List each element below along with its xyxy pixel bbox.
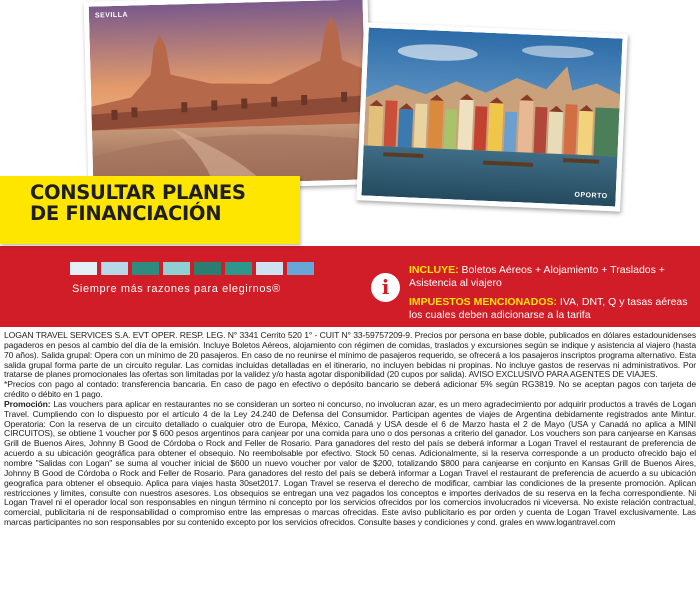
color-swatches — [70, 262, 314, 275]
color-swatch — [225, 262, 252, 275]
color-swatch — [101, 262, 128, 275]
legal-paragraph-promotion — [4, 400, 696, 528]
info-icon: i — [371, 273, 400, 302]
includes-label: INCLUYE: — [409, 264, 459, 276]
color-swatch — [163, 262, 190, 275]
legal-fine-print — [4, 331, 696, 597]
taxes-label: IMPUESTOS MENCIONADOS: — [409, 296, 557, 308]
financing-banner-text — [30, 182, 246, 224]
promotion-label: Promoción: — [4, 398, 51, 409]
color-swatch — [287, 262, 314, 275]
promotion-text: Las vouchers para aplicar en restaurantes no se consideran un sorteo ni concurso, no involucran azar, es un mero agradecimiento por adquirir productos a través de Logan Travel. Cumpliendo con lo dispuesto por el artículo 4 de la Ley 24.240 de Defensa del Consumidor. Participan agentes de viajes de Argentina debidamente registrados ante Mintur. Operatoria: Con la reserva de un circuito detallado o cualquier otro de Europa, México, Canadá y USA desde el 6 de Marzo hasta el 2 de Mayo (USA y Canadá no aplica a MINI CIRCUITOS), se obtiene 1 voucher por $ 600 pesos argentinos para canjear por una comida para uno o dos personas a criterio del ganador. Los vouchers son para canjearse en Kansas Grill de Buenos Aires, Johnny B Good de Córdoba o Rock and Feller de Rosario. Para ganadores del resto del país se deberá informar a Logan Travel el restaurant de preferencia de acuerdo a su ubicación geográfica para obtener el obsequio. No reembolsable por efectivo. Stock 50 cenas. Adicionalmente, si la reserva corresponde a un producto ofrecido bajo el nombre "Salidas con Logan" se suma al voucher inicial de $600 un nuevo voucher por valor de $200, totalizando $800 para canjearse en conjunto en Kansas Grill de Buenos Aires, Johnny B Good de Córdoba o Rock and Feller de Rosario. Para ganadores del resto del país se deberá informar a Logan Travel el restaurant de preferencia de acuerdo a su ubicación geografica para obtener el obsequio. Aplica para viajes hasta 30set2017. Logan Travel se reserva el derecho de modificar, cambiar las condiciones de la presente promoción. Aplican restricciones y limites, consulte con nuestros asesores. Los obsequios se entregan una vez pagados los conceptos e importes derivados de su reserva en la fecha correspondiente. Ni Logan Travel ni el operador local son responsables en ningun término ni concepto por los servicios ofrecidos por los comercios involucrados ni viceversa. No existe relación contractual, comercial, publicitaria ni de responsabilidad o compromiso entre las empresas o marcas ofrecidas. Este aviso publicitario es por orden y cuenta de Logan Travel exclusivamente. Las marcas participantes no son responsables por su contenido excepto por los servicios ofrecidos. Consulte bases y condiciones y cond. grales en www.logantravel.com — [4, 398, 696, 528]
color-swatch — [70, 262, 97, 275]
includes-text — [409, 264, 694, 290]
oporto-caption: OPORTO — [574, 191, 608, 201]
oporto-image — [361, 28, 622, 207]
financing-line-2: DE FINANCIACIÓN — [30, 202, 222, 225]
color-swatch — [194, 262, 221, 275]
oporto-photo — [356, 22, 628, 211]
sevilla-image — [89, 0, 368, 187]
legal-paragraph-payment: *Precios con pago al contado: transferencia bancaria. En caso de pago en efectivo o depósito bancario se deberá adicionar 5% según RG3819. No se aceptan pagos con tarjeta de crédito o débito en 1 pago. — [4, 379, 696, 400]
legal-paragraph-company: LOGAN TRAVEL SERVICES S.A. EVT OPER. RESP. LEG. N° 3341 Cerrito 520 1° - CUIT N° 33-59757209-9. Precios por persona en base doble, publicados en dólares estadounidenses pagaderos en pesos al cambio del día de la emisión. Incluye Boletos Aéreos, alojamiento con régimen de comidas, traslados y excursiones según se indique y asistencia al viajero (hasta 70 años). Salida grupal: Opera con un mínimo de 20 pasajeros. En caso de no reunirse el mínimo de pasajeros requerido, se ofrecerá a los pasajeros inscriptos programa alternativo. Esta salida grupal forma parte de un circuito regular. Las comidas incluidas detalladas en el itinerario, no incluyen bebidas ni propinas. No incluye gastos de reservas ni administrativos. Por tratarse de planes promocionales las ofertas son limitadas por la validez y/o hasta agotar disponibilidad (20 cupos por salida). AVISO EXCLUSIVO PARA AGENTES DE VIAJES. — [4, 331, 696, 380]
financing-banner[interactable] — [0, 176, 300, 244]
color-swatch — [256, 262, 283, 275]
tagline: Siempre más razones para elegirnos® — [72, 283, 281, 295]
color-swatch — [132, 262, 159, 275]
includes-value: Boletos Aéreos + Alojamiento + Traslados + Asistencia al viajero — [409, 264, 665, 289]
sevilla-caption: SEVILLA — [94, 11, 129, 20]
taxes-text — [409, 296, 694, 322]
sevilla-photo — [84, 0, 373, 192]
financing-line-1: CONSULTAR PLANES — [30, 181, 246, 204]
taxes-value: IVA, DNT, Q y tasas aéreas los cuales deben adicionarse a la tarifa — [409, 296, 688, 321]
